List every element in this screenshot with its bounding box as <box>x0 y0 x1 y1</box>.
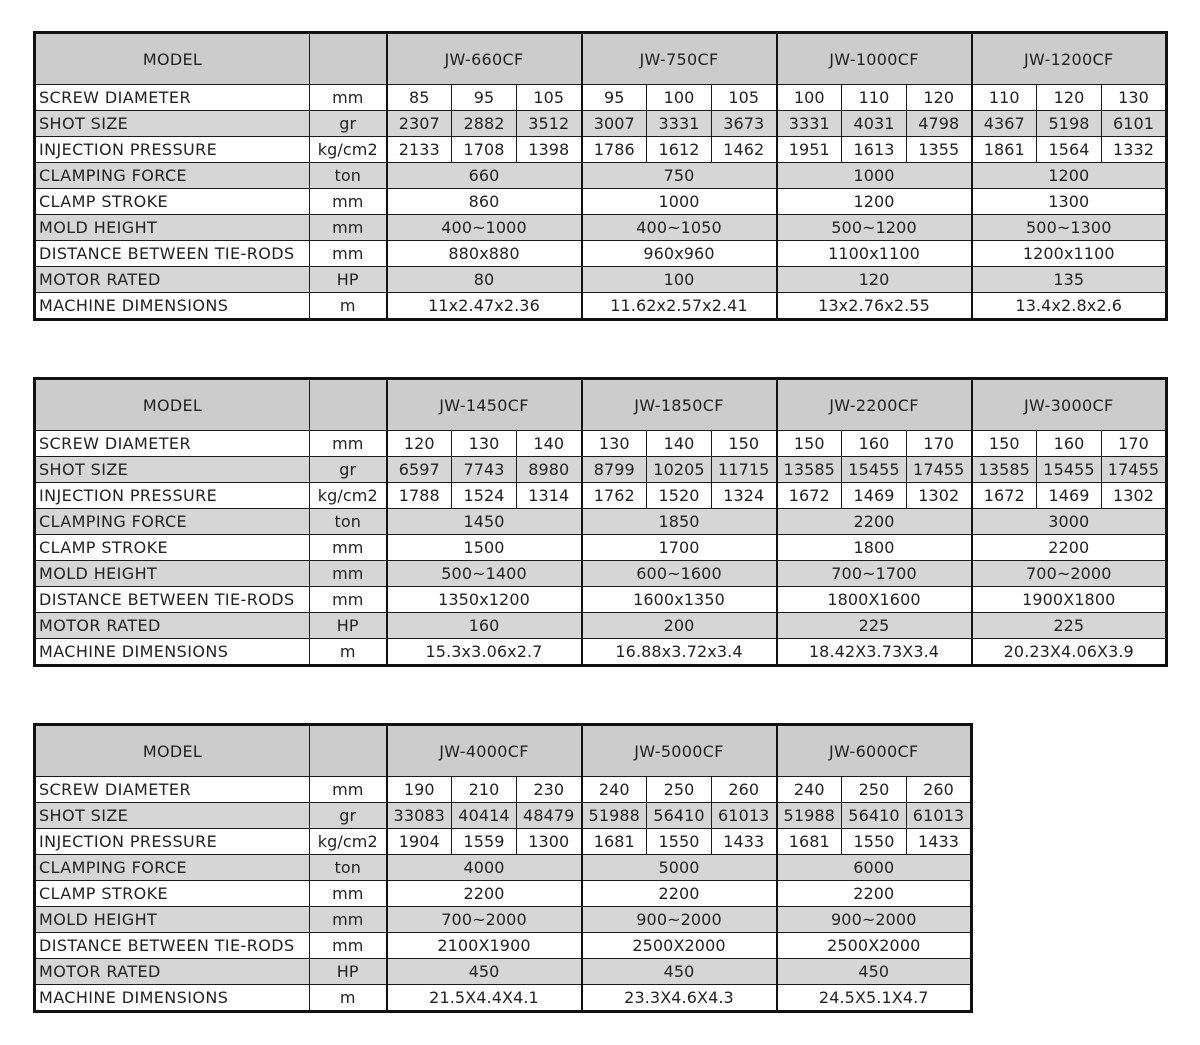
spec-value: 7743 <box>452 457 517 483</box>
model-name: JW-660CF <box>387 33 582 85</box>
spec-value: 3673 <box>712 111 777 137</box>
spec-value: 95 <box>452 85 517 111</box>
spec-label: SCREW DIAMETER <box>35 85 310 111</box>
spec-value: 100 <box>582 267 777 293</box>
spec-value: 1302 <box>907 483 972 509</box>
spec-unit: gr <box>310 111 387 137</box>
spec-value: 2200 <box>582 881 777 907</box>
spec-value: 160 <box>1037 431 1102 457</box>
spec-value: 1762 <box>582 483 647 509</box>
spec-value: 700~2000 <box>387 907 582 933</box>
spec-value: 2200 <box>972 535 1167 561</box>
model-header-label: MODEL <box>35 379 310 431</box>
spec-value: 1612 <box>647 137 712 163</box>
spec-label: MOTOR RATED <box>35 613 310 639</box>
spec-value: 1200 <box>972 163 1167 189</box>
spec-label: MOLD HEIGHT <box>35 561 310 587</box>
spec-value: 960x960 <box>582 241 777 267</box>
spec-value: 20.23X4.06X3.9 <box>972 639 1167 666</box>
spec-value: 250 <box>842 777 907 803</box>
spec-value: 225 <box>972 613 1167 639</box>
spec-label: CLAMPING FORCE <box>35 163 310 189</box>
spec-value: 1500 <box>387 535 582 561</box>
spec-value: 51988 <box>582 803 647 829</box>
spec-value: 1951 <box>777 137 842 163</box>
spec-row <box>35 639 1167 666</box>
spec-value: 1100x1100 <box>777 241 972 267</box>
spec-label: INJECTION PRESSURE <box>35 483 310 509</box>
spec-label: SHOT SIZE <box>35 457 310 483</box>
spec-value: 1600x1350 <box>582 587 777 613</box>
spec-label: SCREW DIAMETER <box>35 431 310 457</box>
spec-row <box>35 509 1167 535</box>
spec-value: 1314 <box>517 483 582 509</box>
spec-value: 2882 <box>452 111 517 137</box>
model-name: JW-4000CF <box>387 725 582 777</box>
spec-unit: gr <box>310 457 387 483</box>
spec-row <box>35 137 1167 163</box>
spec-table-3 <box>33 723 973 1013</box>
spec-value: 2200 <box>777 881 972 907</box>
spec-value: 4031 <box>842 111 907 137</box>
spec-unit: mm <box>310 587 387 613</box>
spec-value: 3000 <box>972 509 1167 535</box>
model-header-label: MODEL <box>35 33 310 85</box>
model-name: JW-1000CF <box>777 33 972 85</box>
spec-value: 500~1300 <box>972 215 1167 241</box>
spec-value: 105 <box>712 85 777 111</box>
spec-value: 2500X2000 <box>777 933 972 959</box>
unit-header <box>310 379 387 431</box>
spec-value: 1324 <box>712 483 777 509</box>
spec-value: 190 <box>387 777 452 803</box>
spec-label: CLAMP STROKE <box>35 189 310 215</box>
spec-value: 1700 <box>582 535 777 561</box>
spec-label: DISTANCE BETWEEN TIE-RODS <box>35 587 310 613</box>
model-name: JW-3000CF <box>972 379 1167 431</box>
spec-value: 48479 <box>517 803 582 829</box>
spec-value: 13585 <box>777 457 842 483</box>
spec-label: DISTANCE BETWEEN TIE-RODS <box>35 933 310 959</box>
spec-value: 1332 <box>1102 137 1167 163</box>
spec-value: 18.42X3.73X3.4 <box>777 639 972 666</box>
spec-value: 160 <box>842 431 907 457</box>
spec-value: 700~1700 <box>777 561 972 587</box>
header-row <box>35 725 972 777</box>
spec-value: 95 <box>582 85 647 111</box>
spec-value: 2307 <box>387 111 452 137</box>
spec-unit: HP <box>310 613 387 639</box>
model-name: JW-6000CF <box>777 725 972 777</box>
spec-value: 450 <box>582 959 777 985</box>
spec-value: 15.3x3.06x2.7 <box>387 639 582 666</box>
spec-value: 1450 <box>387 509 582 535</box>
spec-unit: kg/cm2 <box>310 137 387 163</box>
spec-label: SHOT SIZE <box>35 803 310 829</box>
spec-value: 4000 <box>387 855 582 881</box>
spec-value: 120 <box>387 431 452 457</box>
spec-label: MOTOR RATED <box>35 959 310 985</box>
spec-row <box>35 483 1167 509</box>
spec-value: 150 <box>712 431 777 457</box>
spec-unit: mm <box>310 85 387 111</box>
spec-value: 2200 <box>777 509 972 535</box>
spec-row <box>35 215 1167 241</box>
spec-label: CLAMPING FORCE <box>35 509 310 535</box>
spec-unit: gr <box>310 803 387 829</box>
spec-value: 1000 <box>582 189 777 215</box>
spec-row <box>35 241 1167 267</box>
spec-unit: mm <box>310 777 387 803</box>
spec-label: CLAMP STROKE <box>35 535 310 561</box>
spec-value: 500~1400 <box>387 561 582 587</box>
spec-label: CLAMPING FORCE <box>35 855 310 881</box>
spec-value: 700~2000 <box>972 561 1167 587</box>
spec-value: 1564 <box>1037 137 1102 163</box>
spec-unit: HP <box>310 959 387 985</box>
spec-value: 140 <box>517 431 582 457</box>
spec-value: 1300 <box>972 189 1167 215</box>
spec-unit: mm <box>310 907 387 933</box>
spec-value: 1200x1100 <box>972 241 1167 267</box>
spec-value: 11.62x2.57x2.41 <box>582 293 777 320</box>
spec-value: 900~2000 <box>777 907 972 933</box>
spec-label: CLAMP STROKE <box>35 881 310 907</box>
model-name: JW-1850CF <box>582 379 777 431</box>
spec-value: 750 <box>582 163 777 189</box>
spec-value: 450 <box>387 959 582 985</box>
spec-value: 33083 <box>387 803 452 829</box>
spec-row <box>35 907 972 933</box>
spec-value: 225 <box>777 613 972 639</box>
spec-value: 5000 <box>582 855 777 881</box>
spec-value: 1302 <box>1102 483 1167 509</box>
spec-row <box>35 293 1167 320</box>
spec-row <box>35 587 1167 613</box>
spec-value: 23.3X4.6X4.3 <box>582 985 777 1012</box>
spec-value: 8799 <box>582 457 647 483</box>
spec-value: 3331 <box>647 111 712 137</box>
spec-unit: mm <box>310 431 387 457</box>
spec-label: MACHINE DIMENSIONS <box>35 985 310 1012</box>
spec-unit: ton <box>310 855 387 881</box>
spec-value: 24.5X5.1X4.7 <box>777 985 972 1012</box>
spec-value: 1200 <box>777 189 972 215</box>
spec-unit: mm <box>310 561 387 587</box>
spec-value: 8980 <box>517 457 582 483</box>
unit-header <box>310 725 387 777</box>
spec-row <box>35 561 1167 587</box>
spec-value: 1904 <box>387 829 452 855</box>
spec-value: 40414 <box>452 803 517 829</box>
spec-value: 2500X2000 <box>582 933 777 959</box>
spec-value: 3007 <box>582 111 647 137</box>
spec-value: 3512 <box>517 111 582 137</box>
spec-value: 250 <box>647 777 712 803</box>
spec-row <box>35 457 1167 483</box>
spec-table-2 <box>33 377 1168 667</box>
spec-value: 1433 <box>712 829 777 855</box>
spec-value: 3331 <box>777 111 842 137</box>
spec-value: 6597 <box>387 457 452 483</box>
spec-row <box>35 803 972 829</box>
spec-value: 210 <box>452 777 517 803</box>
model-name: JW-1200CF <box>972 33 1167 85</box>
spec-value: 450 <box>777 959 972 985</box>
model-header-label: MODEL <box>35 725 310 777</box>
spec-unit: mm <box>310 189 387 215</box>
spec-value: 110 <box>842 85 907 111</box>
spec-value: 1469 <box>1037 483 1102 509</box>
model-name: JW-750CF <box>582 33 777 85</box>
spec-value: 10205 <box>647 457 712 483</box>
unit-header <box>310 33 387 85</box>
spec-value: 5198 <box>1037 111 1102 137</box>
spec-unit: HP <box>310 267 387 293</box>
spec-unit: ton <box>310 163 387 189</box>
spec-row <box>35 881 972 907</box>
spec-value: 85 <box>387 85 452 111</box>
spec-value: 1433 <box>907 829 972 855</box>
spec-value: 1672 <box>972 483 1037 509</box>
spec-value: 1681 <box>582 829 647 855</box>
spec-value: 17455 <box>907 457 972 483</box>
spec-row <box>35 829 972 855</box>
spec-value: 16.88x3.72x3.4 <box>582 639 777 666</box>
spec-value: 600~1600 <box>582 561 777 587</box>
spec-value: 150 <box>972 431 1037 457</box>
model-name: JW-5000CF <box>582 725 777 777</box>
spec-row <box>35 535 1167 561</box>
spec-value: 15455 <box>1037 457 1102 483</box>
model-name: JW-2200CF <box>777 379 972 431</box>
spec-value: 1350x1200 <box>387 587 582 613</box>
spec-value: 17455 <box>1102 457 1167 483</box>
spec-unit: kg/cm2 <box>310 829 387 855</box>
spec-value: 1708 <box>452 137 517 163</box>
spec-value: 1300 <box>517 829 582 855</box>
spec-value: 6101 <box>1102 111 1167 137</box>
spec-value: 100 <box>647 85 712 111</box>
spec-unit: m <box>310 293 387 320</box>
spec-value: 11x2.47x2.36 <box>387 293 582 320</box>
spec-value: 140 <box>647 431 712 457</box>
header-row <box>35 33 1167 85</box>
spec-value: 130 <box>582 431 647 457</box>
spec-value: 2133 <box>387 137 452 163</box>
spec-label: MACHINE DIMENSIONS <box>35 639 310 666</box>
spec-value: 1681 <box>777 829 842 855</box>
spec-value: 1861 <box>972 137 1037 163</box>
spec-unit: mm <box>310 215 387 241</box>
spec-value: 400~1000 <box>387 215 582 241</box>
spec-label: SHOT SIZE <box>35 111 310 137</box>
spec-row <box>35 267 1167 293</box>
spec-value: 51988 <box>777 803 842 829</box>
spec-unit: mm <box>310 241 387 267</box>
spec-value: 110 <box>972 85 1037 111</box>
spec-row <box>35 985 972 1012</box>
spec-value: 61013 <box>907 803 972 829</box>
spec-value: 900~2000 <box>582 907 777 933</box>
spec-value: 120 <box>777 267 972 293</box>
spec-value: 1788 <box>387 483 452 509</box>
spec-row <box>35 85 1167 111</box>
spec-value: 160 <box>387 613 582 639</box>
spec-value: 56410 <box>842 803 907 829</box>
spec-value: 1550 <box>842 829 907 855</box>
spec-value: 56410 <box>647 803 712 829</box>
spec-unit: ton <box>310 509 387 535</box>
spec-label: MACHINE DIMENSIONS <box>35 293 310 320</box>
spec-value: 170 <box>1102 431 1167 457</box>
spec-unit: mm <box>310 535 387 561</box>
spec-value: 1469 <box>842 483 907 509</box>
spec-value: 130 <box>1102 85 1167 111</box>
spec-value: 120 <box>907 85 972 111</box>
spec-value: 1800 <box>777 535 972 561</box>
spec-value: 400~1050 <box>582 215 777 241</box>
spec-unit: kg/cm2 <box>310 483 387 509</box>
spec-value: 4798 <box>907 111 972 137</box>
spec-row <box>35 933 972 959</box>
spec-label: MOTOR RATED <box>35 267 310 293</box>
spec-value: 80 <box>387 267 582 293</box>
spec-value: 13.4x2.8x2.6 <box>972 293 1167 320</box>
spec-value: 150 <box>777 431 842 457</box>
spec-value: 170 <box>907 431 972 457</box>
spec-value: 880x880 <box>387 241 582 267</box>
spec-value: 1786 <box>582 137 647 163</box>
spec-value: 11715 <box>712 457 777 483</box>
spec-value: 1900X1800 <box>972 587 1167 613</box>
spec-value: 660 <box>387 163 582 189</box>
spec-unit: m <box>310 639 387 666</box>
spec-value: 61013 <box>712 803 777 829</box>
spec-value: 240 <box>777 777 842 803</box>
spec-value: 4367 <box>972 111 1037 137</box>
spec-value: 1550 <box>647 829 712 855</box>
spec-value: 2100X1900 <box>387 933 582 959</box>
spec-value: 1524 <box>452 483 517 509</box>
spec-unit: mm <box>310 933 387 959</box>
spec-value: 200 <box>582 613 777 639</box>
model-name: JW-1450CF <box>387 379 582 431</box>
spec-row <box>35 959 972 985</box>
spec-value: 240 <box>582 777 647 803</box>
spec-value: 260 <box>712 777 777 803</box>
spec-value: 2200 <box>387 881 582 907</box>
spec-value: 130 <box>452 431 517 457</box>
spec-value: 120 <box>1037 85 1102 111</box>
spec-value: 260 <box>907 777 972 803</box>
spec-value: 105 <box>517 85 582 111</box>
spec-value: 1850 <box>582 509 777 535</box>
spec-value: 1000 <box>777 163 972 189</box>
spec-label: SCREW DIAMETER <box>35 777 310 803</box>
spec-row <box>35 189 1167 215</box>
spec-value: 230 <box>517 777 582 803</box>
spec-row <box>35 111 1167 137</box>
spec-value: 15455 <box>842 457 907 483</box>
spec-table-1 <box>33 31 1168 321</box>
spec-unit: m <box>310 985 387 1012</box>
spec-value: 500~1200 <box>777 215 972 241</box>
spec-row <box>35 431 1167 457</box>
spec-value: 1520 <box>647 483 712 509</box>
spec-value: 6000 <box>777 855 972 881</box>
spec-unit: mm <box>310 881 387 907</box>
spec-value: 1355 <box>907 137 972 163</box>
spec-value: 1462 <box>712 137 777 163</box>
header-row <box>35 379 1167 431</box>
spec-row <box>35 163 1167 189</box>
spec-value: 1613 <box>842 137 907 163</box>
spec-label: MOLD HEIGHT <box>35 907 310 933</box>
spec-label: INJECTION PRESSURE <box>35 137 310 163</box>
spec-value: 100 <box>777 85 842 111</box>
spec-row <box>35 777 972 803</box>
spec-value: 1559 <box>452 829 517 855</box>
spec-row <box>35 855 972 881</box>
spec-value: 1672 <box>777 483 842 509</box>
spec-label: MOLD HEIGHT <box>35 215 310 241</box>
spec-value: 21.5X4.4X4.1 <box>387 985 582 1012</box>
spec-row <box>35 613 1167 639</box>
spec-value: 1800X1600 <box>777 587 972 613</box>
spec-label: DISTANCE BETWEEN TIE-RODS <box>35 241 310 267</box>
spec-value: 13585 <box>972 457 1037 483</box>
spec-label: INJECTION PRESSURE <box>35 829 310 855</box>
spec-value: 860 <box>387 189 582 215</box>
spec-value: 13x2.76x2.55 <box>777 293 972 320</box>
spec-value: 135 <box>972 267 1167 293</box>
spec-value: 1398 <box>517 137 582 163</box>
